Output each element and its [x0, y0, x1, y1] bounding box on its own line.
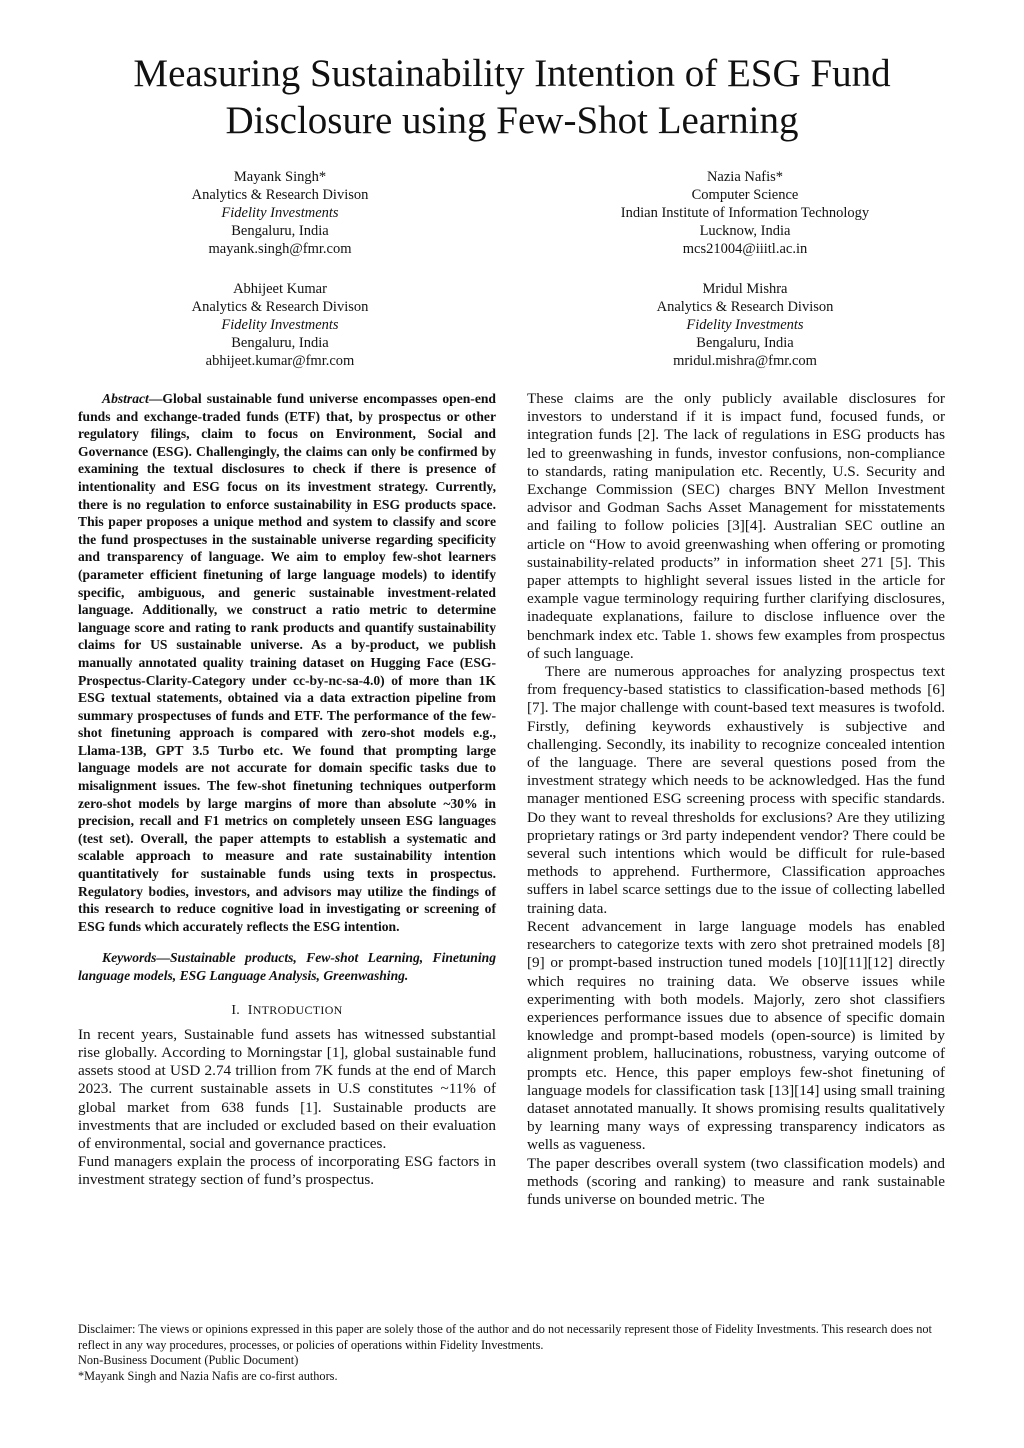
body-paragraph: Recent advancement in large language models has enabled researchers to categorize texts with zero shot pretrained models [8][9] or prompt-based instruction tuned models [10][11][12] directly which requires no training data. We observe issues while experimenting with both models. Majorly, zero shot classifiers experiences performance issues due to absence of specific domain knowledge and prompt-based models (open-source) is limited by alignment problem, hallucinations, robustness, varying outcome of prompts etc. Hence, this paper employs few-shot finetuning of language models for classification task [13][14] using small training dataset annotated manually. It shows promising results qualitatively by learning many ways of expressing transparency indicators as wells as vagueness. — [527, 917, 945, 1154]
author-dept: Analytics & Research Divison — [191, 299, 369, 315]
author-name: Nazia Nafis* — [706, 169, 784, 185]
keywords: Keywords—Sustainable products, Few-shot Learning, Finetuning language models, ESG Language Analysis, Greenwashing. — [78, 950, 496, 983]
paper-title: Measuring Sustainability Intention of ESG Fund Disclosure using Few-Shot Learning — [133, 52, 891, 142]
author-block-3 — [70, 280, 490, 370]
author-dept: Analytics & Research Divison — [656, 299, 834, 315]
co-first-author-note: *Mayank Singh and Nazia Nafis are co-first authors. — [78, 1368, 338, 1383]
author-block-1 — [70, 168, 490, 258]
body-paragraph: The paper describes overall system (two classification models) and methods (scoring and ranking) to measure and rank sustainable funds universe on bounded metric. The — [527, 1154, 945, 1208]
author-email: abhijeet.kumar@fmr.com — [205, 353, 355, 369]
author-name: Mridul Mishra — [702, 281, 788, 297]
document-classification: Non-Business Document (Public Document) — [78, 1353, 299, 1367]
author-org: Fidelity Investments — [686, 317, 804, 333]
author-dept: Analytics & Research Divison — [191, 187, 369, 203]
author-location: Lucknow, India — [699, 223, 791, 239]
body-paragraph: There are numerous approaches for analyzing prospectus text from frequency-based statistics to classification-based methods [6] [7]. The major challenge with count-based text measures is twofold. Firstly, defining keywords exhaustively is subjective and challenging. Secondly, its inability to recognize concealed intention of the language. There are several questions posed from the investment strategy which needs to be acknowledged. Has the fund manager mentioned ESG screening process with specific standards. Do they want to reveal thresholds for exclusions? Are they utilizing proprietary ratings or 3rd party independent vendor? There could be several such intentions which would be difficult for rule-based methods to apprehend. Furthermore, Classification approaches suffers in label scarce settings due to the issue of collecting labelled training data. — [527, 663, 945, 917]
author-name: Abhijeet Kumar — [233, 281, 327, 297]
abstract-lead: Abstract — [102, 391, 149, 406]
left-column — [78, 390, 496, 1190]
author-email: mayank.singh@fmr.com — [208, 241, 352, 257]
author-dept: Computer Science — [691, 187, 799, 203]
author-email: mridul.mishra@fmr.com — [673, 353, 817, 369]
author-location: Bengaluru, India — [231, 335, 329, 351]
author-location: Bengaluru, India — [696, 335, 794, 351]
author-location: Bengaluru, India — [231, 223, 329, 239]
right-column — [527, 390, 945, 1209]
abstract-text: —Global sustainable fund universe encompasses open-end funds and exchange-traded funds (ETF) that, by prospectus or other regulatory filings, claim to focus on Environment, Social and Governance (ESG). Challengingly, the claims can only be confirmed by examining the textual disclosures to check if there is presence of intentionality and ESG focus on its investment strategy. Currently, there is no regulation to enforce sustainability in ESG products space. This paper proposes a unique method and system to classify and score the fund prospectuses in the sustainable universe regarding specificity and transparency of language. We aim to employ few-shot learners (parameter efficient finetuning of large language models) to identify specific, ambiguous, and generic sustainable investment-related language. Additionally, we construct a ratio metric to determine language score and rating to rank products and quantify sustainability claims for US sustainable universe. As a by-product, we publish manually annotated quality training dataset on Hugging Face (ESG-Prospectus-Clarity-Category under cc-by-nc-sa-4.0) of more than 1K ESG textual statements, obtained via a data extraction pipeline from summary prospectuses of funds and ETF. The performance of the few-shot finetuning approach is compared with zero-shot models e.g., Llama-13B, GPT 3.5 Turbo etc. We found that prompting large language models are not accurate for domain specific tasks due to misalignment issues. The few-shot finetuning techniques outperform zero-shot models by large margins of more than absolute ~30% in precision, recall and F1 metrics on completely unseen ESG languages (test set). Overall, the paper attempts to establish a systematic and scalable approach to measure and rate sustainability intention quantitatively for sustainable funds using texts in prospectus. Regulatory bodies, investors, and advisors may utilize the findings of this research to reduce cognitive load in investigating or screening of ESG funds which accurately reflects the ESG intention. — [78, 391, 496, 934]
author-block-4 — [535, 280, 955, 370]
author-org: Indian Institute of Information Technology — [620, 205, 870, 221]
intro-paragraph: In recent years, Sustainable fund assets has witnessed substantial rise globally. According to Morningstar [1], global sustainable fund assets stood at USD 2.74 trillion from 7K funds at the end of March 2023. The current sustainable assets in U.S constitutes ~11% of global market from 638 funds [1]. Sustainable products are investments that are included or excluded based on their evaluation of environmental, social and governance practices. — [78, 1025, 496, 1153]
author-org: Fidelity Investments — [221, 317, 339, 333]
footnote-disclaimer — [78, 1322, 958, 1384]
author-name: Mayank Singh* — [233, 169, 327, 185]
disclaimer-text: Disclaimer: The views or opinions expressed in this paper are solely those of the author and do not necessarily represent those of Fidelity Investments. This research does not reflect in any way procedures, processes, or policies of operations within Fidelity Investments. — [78, 1322, 932, 1352]
author-block-2 — [535, 168, 955, 258]
author-org: Fidelity Investments — [221, 205, 339, 221]
section-heading-introduction: I. INTRODUCTION — [231, 1002, 343, 1018]
intro-paragraph: Fund managers explain the process of incorporating ESG factors in investment strategy section of fund’s prospectus. — [78, 1153, 496, 1189]
abstract — [78, 390, 496, 935]
body-paragraph: These claims are the only publicly available disclosures for investors to understand if it is impact fund, focused funds, or integration funds [2]. The lack of regulations in ESG products has led to greenwashing in funds, investor confusions, non-compliance to standards, rating manipulation etc. Recently, U.S. Security and Exchange Commission (SEC) charges BNY Mellon Investment advisor and Godman Sachs Asset Management for misstatements and failing to follow policies [3][4]. Australian SEC outline an article on “How to avoid greenwashing when offering or promoting sustainability-related products” in information sheet 271 [5]. This paper attempts to highlight several issues listed in the article for example vague terminology requiring further clarifying disclosures, inadequate explanations, failure to disclose influence over the benchmark index etc. Table 1. shows few examples from prospectus of such language. — [527, 390, 945, 662]
author-email: mcs21004@iiitl.ac.in — [682, 241, 808, 257]
